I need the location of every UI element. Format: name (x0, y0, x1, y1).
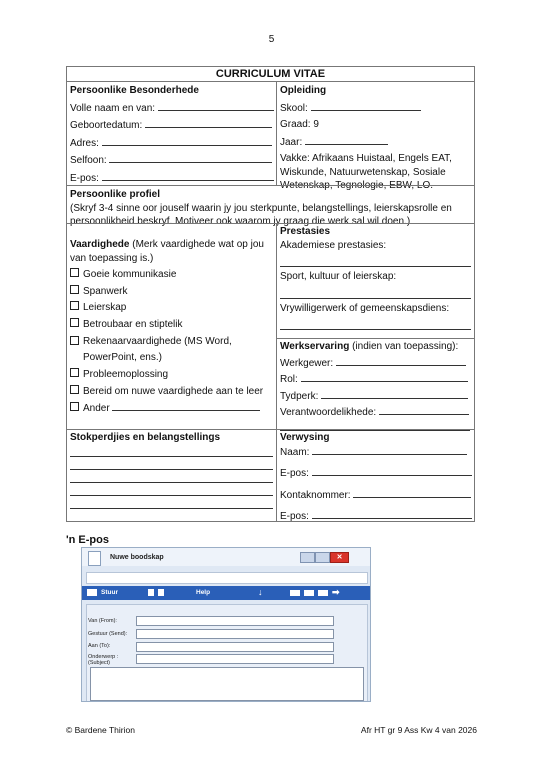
subjects-text: Vakke: Afrikaans Huistaal, Engels EAT, Wiskunde, Natuurwetenskap, Sosiale Wetenskap, Tegnologie, EBW, LO. (280, 153, 452, 191)
responsibilities-line[interactable] (379, 405, 469, 415)
cellphone-label: Selfoon: (70, 155, 107, 166)
address-row[interactable] (70, 136, 273, 151)
achievement-label: Akademiese prestasies: (280, 239, 387, 251)
birthdate-row[interactable] (70, 118, 273, 133)
other-skill-line[interactable] (84, 419, 268, 430)
reference-email-line[interactable] (312, 466, 472, 476)
menu-strip (86, 572, 368, 584)
full-name-label: Volle naam en van: (70, 102, 156, 114)
message-body[interactable] (90, 667, 364, 701)
skill-label: Goeie kommunikasie (83, 269, 177, 280)
employer-line[interactable] (336, 356, 466, 366)
reference-name-label: Naam: (280, 446, 310, 458)
email-row[interactable] (70, 171, 273, 186)
to-field[interactable] (136, 642, 334, 652)
to-label: Aan (To): (88, 643, 111, 649)
checkbox-icon[interactable] (70, 285, 79, 294)
skill-label: Betroubaar en stiptelik (83, 318, 183, 330)
reference-phone-line[interactable] (353, 488, 471, 498)
birthdate-label: Geboortedatum: (70, 120, 143, 131)
education-cell (276, 81, 474, 191)
minimize-icon[interactable] (300, 552, 315, 563)
reference-heading: Verwysing (280, 432, 330, 443)
from-label: Van (From): (88, 618, 117, 624)
paste-icon[interactable] (158, 589, 164, 596)
email-label: E-pos: (70, 172, 99, 184)
responsibilities-row[interactable] (280, 405, 471, 420)
hobbies-line[interactable] (70, 445, 273, 457)
reference-email2-label: E-pos: (280, 511, 309, 522)
role-row[interactable] (280, 372, 471, 387)
toolbar-icon[interactable] (290, 590, 300, 596)
school-row[interactable] (280, 101, 471, 116)
reference-cell (276, 429, 474, 521)
school-line[interactable] (311, 101, 421, 111)
hobbies-cell (67, 429, 276, 521)
skills-note: (Merk vaardighede wat op jou van toepassing is.) (70, 239, 264, 264)
page-number: 5 (268, 34, 275, 45)
email-line[interactable] (102, 171, 274, 181)
skill-label: Probleemoplossing (83, 369, 169, 380)
skill-label: Ander (83, 403, 110, 414)
skill-item[interactable] (70, 268, 273, 282)
footer-course-info: Afr HT gr 9 Ass Kw 4 van 2026 (360, 725, 477, 735)
achievement-label: Sport, kultuur of leierskap: (280, 271, 397, 282)
work-experience-cell (276, 338, 474, 429)
cv-form (66, 66, 475, 522)
work-note: (indien van toepassing): (349, 341, 459, 352)
profile-heading: Persoonlike profiel (70, 189, 161, 200)
email-window (81, 547, 371, 702)
reference-name-line[interactable] (312, 445, 467, 455)
sent-field[interactable] (136, 629, 334, 639)
email-section-title: 'n E-pos (66, 534, 109, 546)
role-label: Rol: (280, 374, 298, 385)
cellphone-row[interactable] (70, 153, 273, 168)
hobbies-heading: Stokperdjies en belangstellings (70, 432, 221, 443)
checkbox-icon[interactable] (70, 385, 79, 394)
year-row[interactable] (280, 135, 471, 150)
sent-label: Gestuur (Send): (88, 631, 128, 637)
reference-email-label: E-pos: (280, 468, 309, 479)
skill-item[interactable] (70, 401, 273, 416)
help-button[interactable]: Help (196, 589, 211, 596)
cellphone-line[interactable] (109, 153, 272, 163)
skills-intro (70, 238, 273, 265)
school-label: Skool: (280, 102, 308, 114)
reference-email2-row[interactable] (280, 509, 471, 524)
full-name-line[interactable] (158, 101, 274, 111)
skill-item[interactable] (70, 368, 273, 382)
period-line[interactable] (321, 389, 468, 399)
window-title: Nuwe boodskap (110, 554, 164, 561)
achievement-line[interactable] (280, 284, 471, 299)
send-button[interactable]: Stuur (101, 589, 118, 596)
hobbies-line[interactable] (70, 497, 273, 509)
period-row[interactable] (280, 389, 471, 404)
achievement-line[interactable] (280, 252, 471, 267)
skill-label: Rekenaarvaardighede (MS Word, PowerPoint, ens.) (83, 336, 232, 363)
profile-cell (67, 185, 474, 227)
address-line[interactable] (102, 136, 272, 146)
reference-name-row[interactable] (280, 445, 471, 460)
toolbar-icon[interactable] (304, 590, 314, 596)
achievements-heading: Prestasies (280, 226, 331, 237)
work-heading: Werkservaring (280, 341, 350, 352)
document-icon (88, 551, 101, 566)
achievement-line[interactable] (280, 315, 471, 330)
subject-label: Onderwerp : (Subject) (88, 654, 119, 666)
checkbox-icon[interactable] (70, 301, 79, 310)
personal-details-heading: Persoonlike Besonderhede (70, 85, 199, 96)
checkbox-icon[interactable] (70, 402, 79, 411)
reference-email2-line[interactable] (312, 509, 472, 519)
from-field[interactable] (136, 616, 334, 626)
hobbies-line[interactable] (70, 458, 273, 470)
skill-item[interactable] (70, 285, 273, 299)
skills-cell (67, 223, 276, 429)
cv-title: CURRICULUM VITAE (215, 68, 326, 80)
reference-phone-row[interactable] (280, 488, 471, 503)
responsibilities-label: Verantwoordelikhede: (280, 407, 377, 418)
birthdate-line[interactable] (145, 118, 272, 128)
checkbox-icon[interactable] (70, 268, 79, 277)
role-line[interactable] (301, 372, 468, 382)
footer-copyright: © Bardene Thirion (66, 725, 135, 735)
skill-item[interactable] (70, 301, 273, 315)
forward-arrow-icon[interactable]: ➡ (332, 587, 340, 597)
download-arrow-icon[interactable]: ↓ (258, 587, 263, 597)
checkbox-icon[interactable] (70, 368, 79, 377)
grade-text: Graad: 9 (280, 119, 319, 130)
checkbox-icon[interactable] (70, 336, 79, 345)
period-label: Tydperk: (280, 390, 319, 402)
checkbox-icon[interactable] (70, 318, 79, 327)
education-heading: Opleiding (280, 85, 327, 96)
other-skill-line[interactable] (112, 401, 260, 411)
maximize-icon[interactable] (315, 552, 330, 563)
achievements-cell (276, 223, 474, 338)
skill-label: Spanwerk (83, 285, 128, 297)
close-icon[interactable]: ✕ (330, 552, 349, 563)
skill-label: Leierskap (83, 302, 127, 313)
personal-details-cell (67, 81, 276, 185)
copy-icon[interactable] (148, 589, 154, 596)
hobbies-line[interactable] (70, 471, 273, 483)
reference-phone-label: Kontaknommer: (280, 489, 351, 501)
full-name-row[interactable] (70, 101, 273, 116)
employer-row[interactable] (280, 356, 471, 371)
hobbies-line[interactable] (70, 484, 273, 496)
skill-label: Bereid om nuwe vaardighede aan te leer (83, 385, 264, 397)
address-label: Adres: (70, 137, 99, 149)
profile-instructions: (Skryf 3-4 sinne oor jouself waarin jy jou sterkpunte, belangstellings, leierskapsrolle en persoonlikheid beskryf. Motiveer ook waarom jy graag die werk sal wil doen.) (70, 202, 452, 227)
skill-item[interactable] (70, 318, 273, 332)
toolbar-icon[interactable] (318, 590, 328, 596)
achievement-label: Vrywilligerwerk of gemeenskapsdiens: (280, 302, 450, 314)
reference-email-row[interactable] (280, 466, 471, 481)
skill-item[interactable] (70, 385, 273, 399)
work-intro (280, 340, 471, 354)
employer-label: Werkgewer: (280, 357, 334, 369)
skill-item[interactable] (70, 334, 273, 365)
subject-field[interactable] (136, 654, 334, 664)
year-line[interactable] (305, 135, 388, 145)
skills-heading: Vaardighede (70, 239, 130, 250)
send-icon[interactable] (87, 589, 97, 596)
year-label: Jaar: (280, 136, 303, 148)
